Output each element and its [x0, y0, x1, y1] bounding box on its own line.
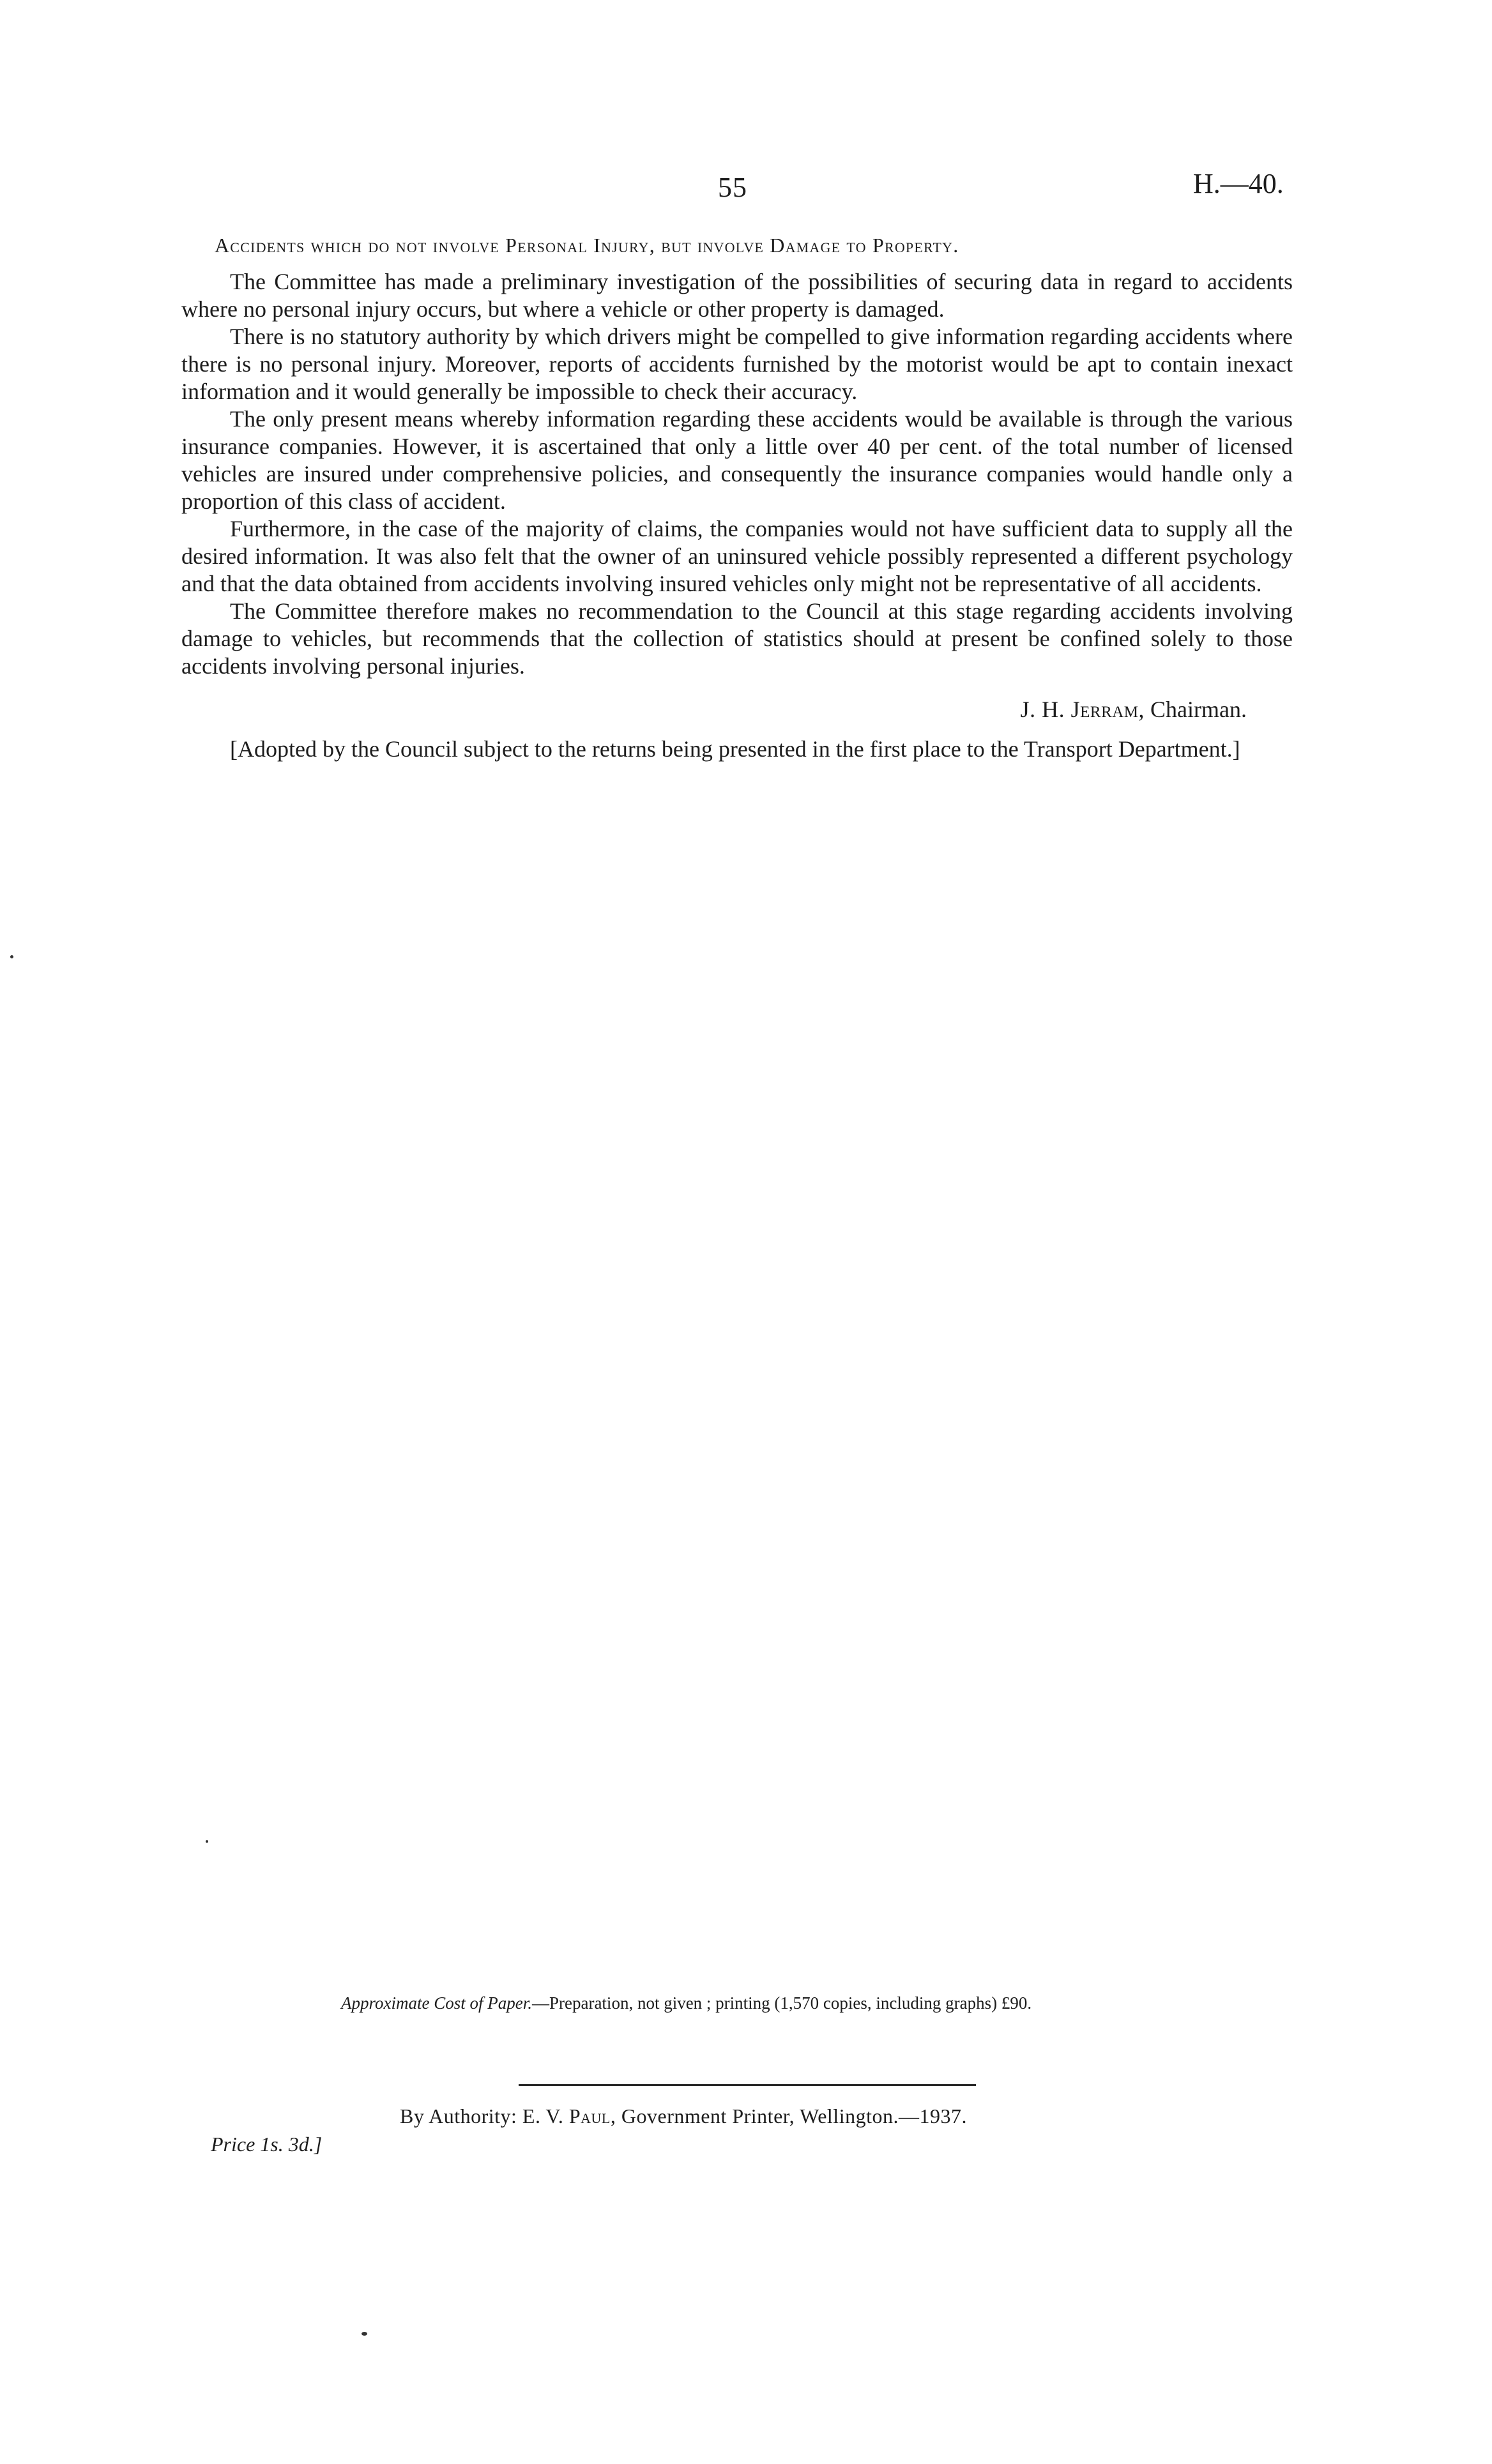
- authority-line: [400, 2105, 967, 2128]
- paragraph: The Committee therefore makes no recommendation to the Council at this stage regarding accidents involving damage to vehicles, but recommends that the collection of statistics should at present be confined solely to those accidents involving personal injuries.: [181, 598, 1293, 679]
- paragraph: Furthermore, in the case of the majority of claims, the companies would not have sufficient data to supply all the desired information. It was also felt that the owner of an uninsured vehicle possibly represented a different psychology and that the data obtained from accidents involving insured vehicles only might not be representative of all accidents.: [181, 516, 1293, 596]
- section-body: [181, 268, 1293, 680]
- cost-label: Approximate Cost of Paper.: [341, 1993, 532, 2013]
- paragraph: The Committee has made a preliminary investigation of the possibilities of securing data in regard to accidents where no personal injury occurs, but where a vehicle or other property is damaged.: [181, 269, 1293, 322]
- scan-speck: [206, 1840, 208, 1843]
- paragraph: There is no statutory authority by which drivers might be compelled to give information regarding accidents where there is no personal injury. Moreover, reports of accidents furnished by the motorist would be apt to contain inexact information and it would generally be impossible to check their accuracy.: [181, 324, 1293, 404]
- price-note: Price 1s. 3d.]: [211, 2133, 323, 2156]
- scan-speck: [362, 2332, 367, 2336]
- signature-title: Chairman.: [1145, 697, 1247, 722]
- section-heading: Accidents which do not involve Personal Injury, but involve Damage to Property.: [215, 234, 959, 257]
- document-code: H.—40.: [1193, 168, 1284, 199]
- scan-speck: [10, 955, 13, 958]
- signature-name: J. H. Jerram,: [1020, 697, 1145, 722]
- authority-prefix: By Authority:: [400, 2105, 522, 2128]
- authority-suffix: Government Printer, Wellington.—1937.: [616, 2105, 967, 2128]
- printer-name: E. V. Paul,: [522, 2105, 616, 2128]
- page-number: 55: [718, 172, 747, 203]
- signature: [958, 696, 1247, 723]
- divider-rule: [519, 2084, 976, 2086]
- cost-line: [341, 1993, 1031, 2013]
- adoption-note: [Adopted by the Council subject to the returns being presented in the first place to the Transport Department.]: [230, 736, 1240, 762]
- paragraph: The only present means whereby information regarding these accidents would be available is through the various insurance companies. However, it is ascertained that only a little over 40 per cent. of the total number of licensed vehicles are insured under comprehensive policies, and consequently the insurance companies would handle only a proportion of this class of accident.: [181, 406, 1293, 514]
- cost-text: —Preparation, not given ; printing (1,570 copies, including graphs) £90.: [531, 1993, 1032, 2013]
